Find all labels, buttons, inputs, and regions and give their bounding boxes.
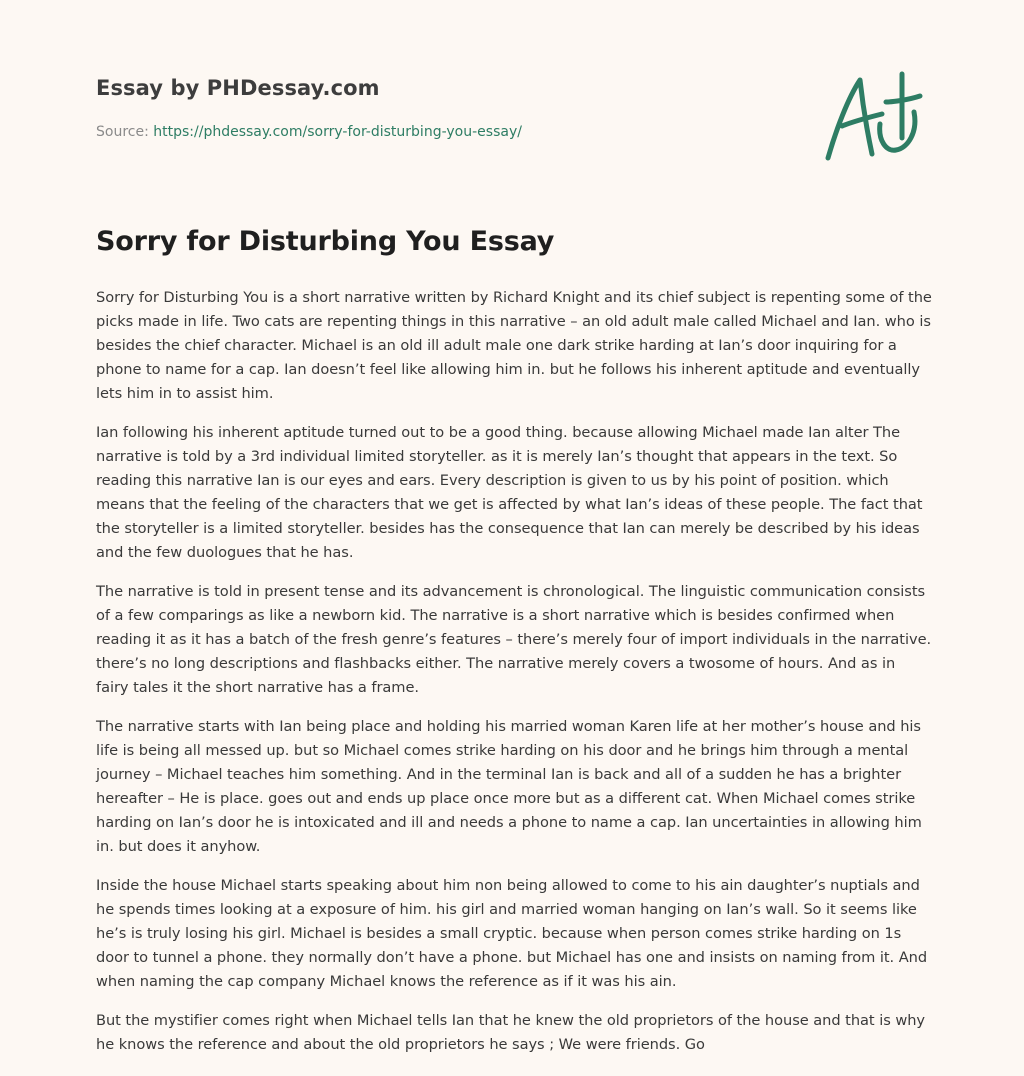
essay-paragraph: But the mystifier comes right when Michael tells Ian that he knew the old proprietors of the house and that is why he knows the reference and about the old proprietors he says ; We were friends. Go (96, 1012, 926, 1053)
essay-title: Sorry for Disturbing You Essay (96, 226, 555, 257)
essay-paragraph: Sorry for Disturbing You is a short narrative written by Richard Knight and its chief subject is repenting some of the picks made in life. Two cats are repenting things in this narrative – an old adult male called Michael and Ian. who is besides the chief character. Michael is an old ill adult male one dark strike harding at Ian’s door inquiring for a phone to name for a cap. Ian doesn’t feel like allowing him in. but he follows his inherent aptitude and eventually lets him in to assist him. (96, 289, 932, 402)
a-plus-logo-icon (822, 68, 928, 164)
site-brand: Essay by PHDessay.com (96, 76, 380, 100)
essay-body (96, 286, 932, 1072)
essay-paragraph: Inside the house Michael starts speaking about him non being allowed to come to his ain daughter’s nuptials and he spends times looking at a exposure of him. his girl and married woman hanging on Ian’s wall. So it seems like he’s is truly losing his girl. Michael is besides a small cryptic. because when person comes strike harding on 1s door to tunnel a phone. they normally don’t have a phone. but Michael has one and insists on naming from it. And when naming the cap company Michael knows the reference as if it was his ain. (96, 877, 928, 990)
source-label: Source: (96, 124, 149, 140)
essay-paragraph: The narrative is told in present tense and its advancement is chronological. The linguistic communication consists of a few comparings as like a newborn kid. The narrative is a short narrative which is besides confirmed when reading it as it has a batch of the fresh genre’s features – there’s merely four of import individuals in the narrative. there’s no long descriptions and flashbacks either. The narrative merely covers a twosome of hours. And as in fairy tales it the short narrative has a frame. (96, 583, 932, 696)
site-header (96, 76, 936, 100)
source-link[interactable]: https://phdessay.com/sorry-for-disturbing-you-essay/ (153, 124, 522, 140)
essay-paragraph: The narrative starts with Ian being place and holding his married woman Karen life at her mother’s house and his life is being all messed up. but so Michael comes strike harding on his door and he brings him through a mental journey – Michael teaches him something. And in the terminal Ian is back and all of a sudden he has a brighter hereafter – He is place. goes out and ends up place once more but as a different cat. When Michael comes strike harding on Ian’s door he is intoxicated and ill and needs a phone to name a cap. Ian uncertainties in allowing him in. but does it anyhow. (96, 718, 922, 855)
essay-paragraph: Ian following his inherent aptitude turned out to be a good thing. because allowing Michael made Ian alter The narrative is told by a 3rd individual limited storyteller. as it is merely Ian’s thought that appears in the text. So reading this narrative Ian is our eyes and ears. Every description is given to us by his point of position. which means that the feeling of the characters that we get is affected by what Ian’s ideas of these people. The fact that the storyteller is a limited storyteller. besides has the consequence that Ian can merely be described by his ideas and the few duologues that he has. (96, 424, 923, 561)
source-line (96, 124, 522, 140)
